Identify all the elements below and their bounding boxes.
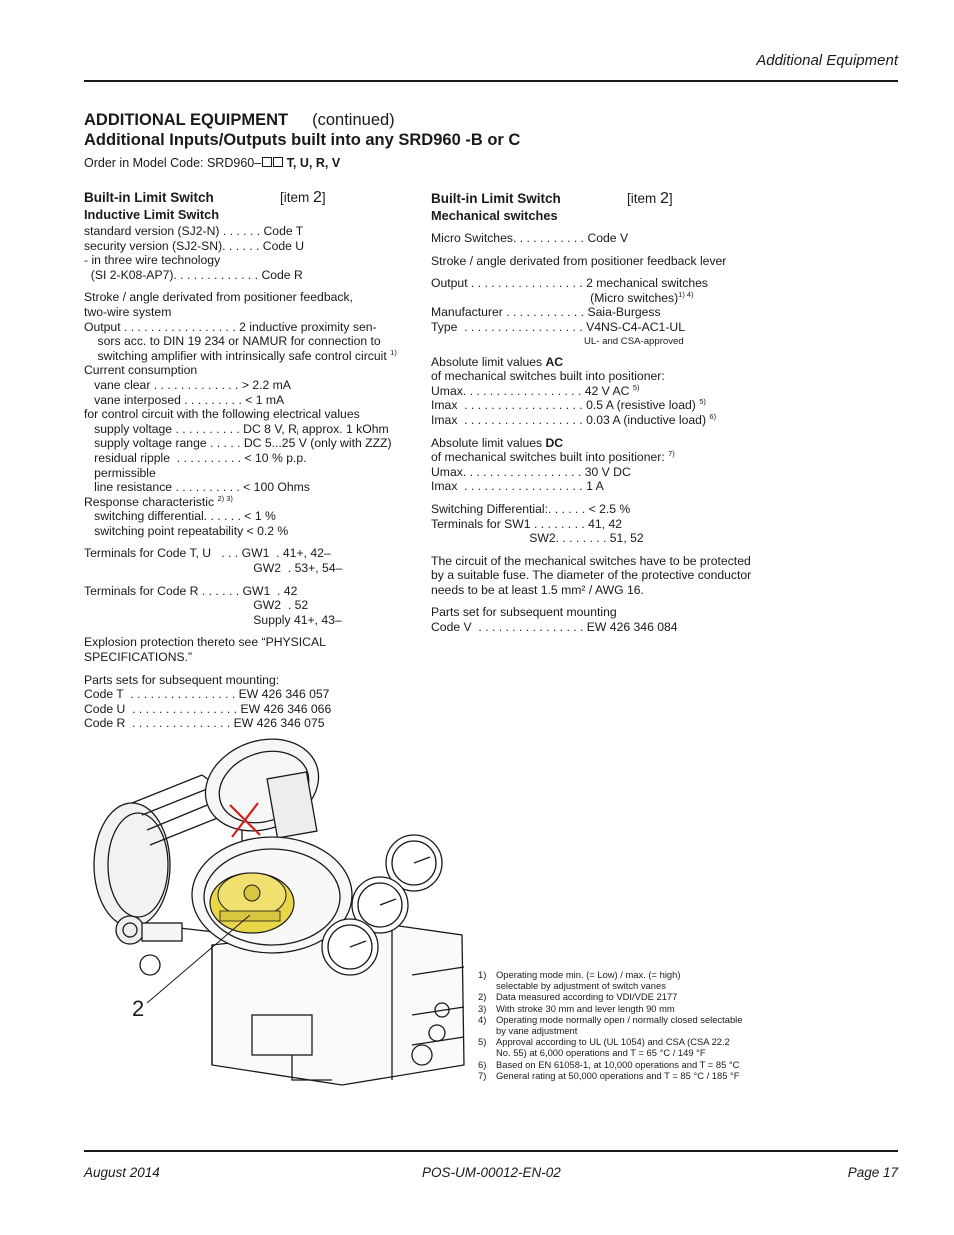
footnote-number: 2) [478,991,487,1003]
spec-line: permissible [84,465,156,480]
spec-line: (SI 2-K08-AP7). . . . . . . . . . . . . Code R [84,267,303,282]
spec-line: Stroke / angle derivated from positioner feedback, [84,290,353,305]
footnotes [478,969,742,1081]
spec-line: Output . . . . . . . . . . . . . . . . . 2 inductive proximity sen- [84,319,377,334]
left-spec-lines [84,224,397,731]
spec-line: Terminals for SW1 . . . . . . . . 41, 42 [431,516,622,531]
footnote [478,1059,742,1070]
footer-date: August 2014 [84,1165,160,1180]
spec-line: of mechanical switches built into positioner: $^{7)}$ [431,449,675,465]
spec-line: Type . . . . . . . . . . . . . . . . . . V4NS-C4-AC1-UL [431,319,685,334]
footnote [478,1070,742,1081]
footnote [478,980,742,991]
spec-line: Terminals for Code T, U . . . GW1 . 41+, 42– [84,546,331,561]
spec-line: supply voltage . . . . . . . . . . DC 8 V, $R_i$ approx. 1 kOhm [84,421,389,437]
spec-line: switching point repeatability < 0.2 % [84,523,289,538]
spacer [431,268,761,276]
spec-line: vane interposed . . . . . . . . . < 1 mA [84,392,285,407]
footnote-text: General rating at 50,000 operations and T = 85 °C / 185 °F [496,1069,740,1081]
footnote-number [478,1047,496,1058]
spec-line: of mechanical switches built into positioner: [431,369,665,384]
order-code: Order in Model Code: SRD960– T, U, R, V [84,156,341,170]
footnote-number: 3) [478,1002,487,1014]
item-label: 2 [132,996,145,1021]
footnote [478,1025,742,1036]
footnote-text: Approval according to UL (UL 1054) and CSA (CSA 22.2 [496,1036,730,1048]
spec-line: Micro Switches. . . . . . . . . . . Code V [431,231,629,245]
spec-line: for control circuit with the following electrical values [84,407,360,422]
spec-line: Umax. . . . . . . . . . . . . . . . . . 42 V AC $^{5)}$ [431,382,640,398]
footnote [478,1036,742,1047]
section-subtitle: Additional Inputs/Outputs built into any SRD960 -B or C [84,131,521,149]
spec-line: standard version (SJ2-N) . . . . . . Code T [84,224,304,238]
spec-line: The circuit of the mechanical switches have to be protected [431,553,751,568]
footnote-text: by vane adjustment [496,1025,578,1037]
spec-line: GW2 . 52 [84,598,309,613]
footnote-number: 1) [478,969,487,980]
spec-line: security version (SJ2-SN). . . . . . Code U [84,238,305,253]
spec-line: SW2. . . . . . . . 51, 52 [431,531,644,546]
spec-line: Response characteristic $^{2) 3)}$ [84,493,233,509]
footnote-number: 5) [478,1036,487,1048]
spec-line: Parts set for subsequent mounting [431,605,617,620]
footnote [478,991,742,1002]
spec-line: Code V . . . . . . . . . . . . . . . . EW 426 346 084 [431,620,678,635]
spec-line: line resistance . . . . . . . . . . < 100 Ohms [84,480,310,495]
spacer [84,576,394,584]
spacer [84,665,394,673]
spacer [431,546,761,554]
footnote-text: Data measured according to VDI/VDE 2177 [496,991,678,1003]
spec-line: residual ripple . . . . . . . . . . < 10 % p.p. [84,450,307,465]
spec-line: (Micro switches)$^{1) 4)}$ [431,289,694,305]
footnote-ref: 7) [668,449,675,459]
spec-line: SPECIFICATIONS.” [84,650,193,665]
footnote-number [478,980,496,991]
footnote-number: 4) [478,1013,487,1025]
footnote [478,969,742,980]
spacer [431,597,761,605]
footnote-text: No. 55) at 6,000 operations and T = 65 °C / 149 °F [496,1047,706,1059]
footnote-ref: 5) [699,397,706,407]
section-title: ADDITIONAL EQUIPMENT (continued) [84,111,395,129]
footnote-ref: 2) 3) [217,493,233,503]
positioner-illustration [92,735,472,1095]
right-column [431,192,761,635]
spacer [431,494,761,502]
spec-line: Umax. . . . . . . . . . . . . . . . . . 30 V DC [431,464,631,479]
right-spec-lines [431,231,761,635]
spec-line: Imax . . . . . . . . . . . . . . . . . . 1 A [431,479,604,494]
right-heading: Built-in Limit Switch [item 2] [431,190,673,207]
ac-label: AC [545,354,564,369]
footnote [478,1014,742,1025]
spacer [84,538,394,546]
spec-line: sors acc. to DIN 19 234 or NAMUR for connection to [84,334,381,349]
footnote-number [478,1025,496,1036]
spec-line: Supply 41+, 43– [84,612,342,627]
spec-line: two-wire system [84,304,172,319]
spacer [431,347,761,355]
spec-line: Manufacturer . . . . . . . . . . . . Saia-Burgess [431,305,661,320]
footnote-ref: 1) 4) [678,289,694,299]
footnote-number: 6) [478,1058,487,1070]
spec-line: Imax . . . . . . . . . . . . . . . . . . 0.03 A (inductive load) $^{6)}$ [431,411,717,427]
spec-line: Current consumption [84,363,198,378]
spacer [84,282,394,290]
spec-line: Code R . . . . . . . . . . . . . . . EW 426 346 075 [84,716,325,731]
footnote [478,1047,742,1058]
subscript: i [296,427,299,437]
spacer [84,627,394,635]
limit-switch-highlight [210,873,294,933]
spec-line: switching differential. . . . . . < 1 % [84,509,276,524]
spec-line: Imax . . . . . . . . . . . . . . . . . . 0.5 A (resistive load) $^{5)}$ [431,397,706,413]
spec-line: Switching Differential:. . . . . . < 2.5 % [431,501,631,516]
footnote-text: Operating mode normally open / normally closed selectable [496,1013,743,1025]
left-subheading: Inductive Limit Switch [84,207,220,222]
left-column [84,189,397,731]
footnote [478,1003,742,1014]
footnote-text: selectable by adjustment of switch vanes [496,980,666,992]
footer-page-number: Page 17 [847,1165,898,1180]
spec-line: Absolute limit values AC [431,354,564,369]
footer-doc-number: POS-UM-00012-EN-02 [422,1165,561,1180]
spec-line: Absolute limit values DC [431,435,564,450]
checkbox-glyph [273,157,283,167]
spec-line: by a suitable fuse. The diameter of the protective conductor [431,568,752,583]
footer-rule [84,1150,898,1152]
checkbox-glyph [262,157,272,167]
running-header: Additional Equipment [756,52,898,69]
spec-line: Terminals for Code R . . . . . . GW1 . 42 [84,583,298,598]
footnote-ref: 6) [709,411,717,421]
spec-line: Code T . . . . . . . . . . . . . . . . EW 426 346 057 [84,687,330,702]
footnote-ref: 5) [632,382,640,392]
spacer [431,246,761,254]
spec-line: Code U . . . . . . . . . . . . . . . . EW 426 346 066 [84,701,332,716]
spacer [431,428,761,436]
spec-line: Stroke / angle derivated from positioner feedback lever [431,253,727,268]
spec-line: - in three wire technology [84,253,221,268]
spec-line: needs to be at least 1.5 mm² / AWG 16. [431,582,644,597]
spec-line: supply voltage range . . . . . DC 5...25 V (only with ZZZ) [84,436,392,451]
header-rule [84,80,898,82]
spec-line: vane clear . . . . . . . . . . . . . > 2.2 mA [84,377,291,392]
footnote-number: 7) [478,1069,487,1081]
right-subheading: Mechanical switches [431,208,558,223]
dc-label: DC [545,435,564,450]
footnote-ref: 1) [390,347,397,357]
approval-note: UL- and CSA-approved [584,335,684,347]
spec-line: Output . . . . . . . . . . . . . . . . . 2 mechanical switches [431,276,709,291]
footnote-text: Operating mode min. (= Low) / max. (= high) [496,969,681,980]
spec-line: GW2 . 53+, 54– [84,561,343,576]
left-heading: Built-in Limit Switch [item 2] [84,189,326,206]
spec-line: Explosion protection thereto see “PHYSICAL [84,635,326,650]
spec-line: Parts sets for subsequent mounting: [84,672,280,687]
footnote-text: Based on EN 61058-1, at 10,000 operations and T = 85 °C [496,1058,740,1070]
spec-line: switching amplifier with intrinsically safe control circuit $^{1)}$ [84,347,397,363]
footnote-text: With stroke 30 mm and lever length 90 mm [496,1002,675,1014]
spec-tail: approx. 1 kOhm [298,421,389,436]
